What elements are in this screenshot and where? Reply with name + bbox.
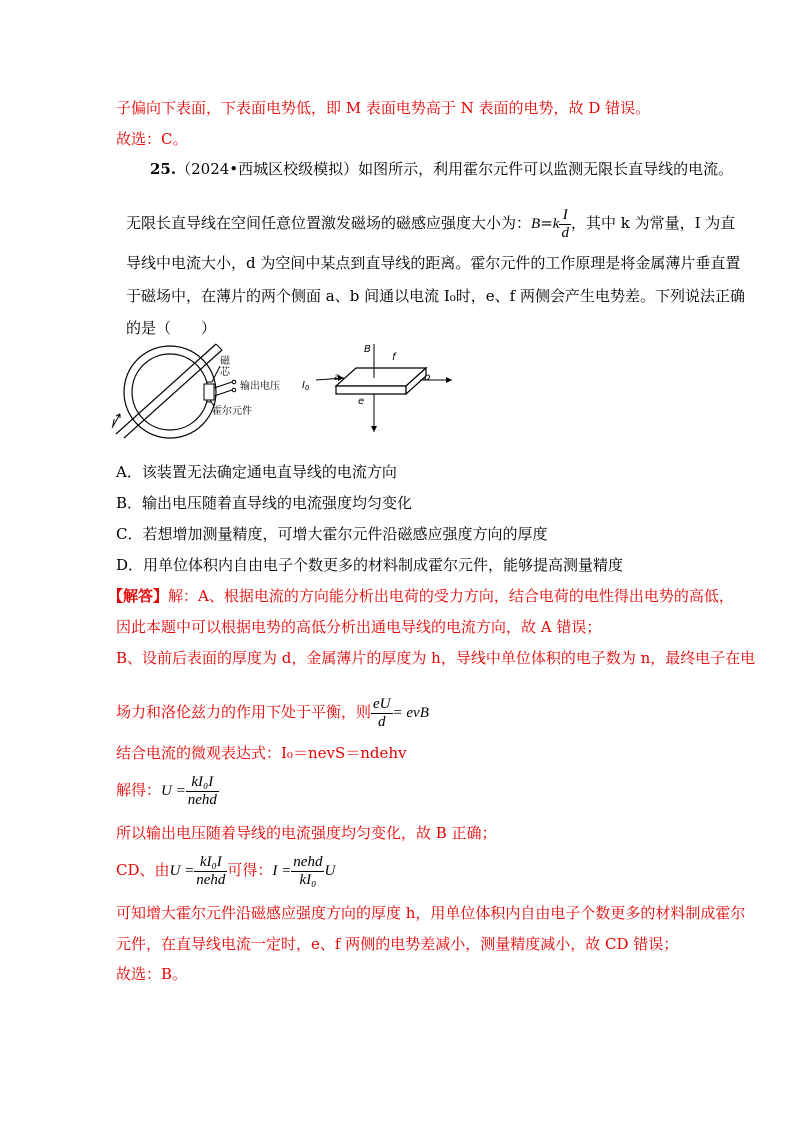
hall-element-label: 霍尔元件 bbox=[212, 406, 252, 417]
solution-line-5: 结合电流的微观表达式：I₀＝nevS＝ndehv bbox=[116, 744, 407, 762]
question-number: 25. bbox=[150, 160, 177, 178]
question-line-5: 的是（ ） bbox=[126, 319, 217, 337]
fraction-I: $\frac{\text{nehd}}{\text{kI₀}}$ bbox=[293, 853, 323, 888]
solution-line-2: 因此本题中可以根据电势的高低分析出通电导线的电流方向，故 A 错误； bbox=[116, 618, 602, 636]
fraction-I-over-d: $\frac{I}{d}$ bbox=[561, 206, 569, 241]
side-e-label: e bbox=[358, 396, 365, 407]
formula-B: B bbox=[531, 216, 541, 232]
solution-line-10: 元件，在直导线电流一定时，e、f 两侧的电势差减小，测量精度减小，故 CD 错误； bbox=[116, 935, 679, 953]
side-b-label: b bbox=[424, 372, 431, 383]
option-a: A．该装置无法确定通电直导线的电流方向 bbox=[116, 463, 397, 481]
solution-answer: 故选：B。 bbox=[116, 965, 188, 983]
question-line-3: 导线中电流大小，d 为空间中某点到直导线的距离。霍尔元件的工作原理是将金属薄片垂直置 bbox=[126, 254, 741, 272]
side-f-label: f bbox=[392, 352, 396, 363]
question-line-2: 无限长直导线在空间任意位置激发磁场的磁感应强度大小为：B=k $\frac{I}{d}$ ，其中 k 为常量，I 为直 bbox=[126, 206, 736, 241]
solution-line-7: 所以输出电压随着导线的电流强度均匀变化，故 B 正确； bbox=[116, 824, 497, 842]
current-label: I bbox=[112, 418, 115, 429]
solution-line-9: 可知增大霍尔元件沿磁感应强度方向的厚度 h，用单位体积内自由电子个数更多的材料制成霍尔 bbox=[116, 904, 746, 922]
hall-plate-figure bbox=[296, 342, 466, 442]
option-c: C．若想增加测量精度，可增大霍尔元件沿磁感应强度方向的厚度 bbox=[116, 525, 548, 543]
core-label-1: 磁 bbox=[220, 356, 230, 367]
prev-explanation: 子偏向下表面，下表面电势低，即 M 表面电势高于 N 表面的电势，故 D 错误。 bbox=[116, 99, 651, 117]
current-I0-label: $I_0$ bbox=[302, 380, 310, 392]
field-B-label: B bbox=[364, 344, 371, 355]
question-header bbox=[150, 159, 733, 179]
solution-tag: 【解答】 bbox=[108, 587, 169, 605]
option-d: D．用单位体积内自由电子个数更多的材料制成霍尔元件，能够提高测量精度 bbox=[116, 556, 624, 574]
solution-line-3: B、设前后表面的厚度为 d，金属薄片的厚度为 h，导线中单位体积的电子数为 n，最终电子在电 bbox=[116, 649, 756, 667]
core-label-2: 芯 bbox=[220, 367, 230, 378]
solution-line-8: CD、由U = $\frac{\text{kI₀I}}{\text{nehd}}$ 可得：I = $\frac{\text{nehd}}{\text{kI₀}}$ U bbox=[116, 853, 336, 888]
fraction-U-2: $\frac{\text{kI₀I}}{\text{nehd}}$ bbox=[196, 853, 226, 888]
option-b: B．输出电压随着直导线的电流强度均匀变化 bbox=[116, 494, 413, 512]
fraction-U: $\frac{\text{kI₀I}}{\text{nehd}}$ bbox=[187, 773, 217, 808]
output-voltage-label: 输出电压 bbox=[240, 381, 280, 392]
solution-line-6: 解得：U = $\frac{\text{kI₀I}}{\text{nehd}}$ bbox=[116, 773, 217, 808]
solution-line-1: 【解答】解：A、根据电流的方向能分析出电荷的受力方向，结合电荷的电性得出电势的高低， bbox=[108, 587, 734, 605]
fraction-eU-over-d: $\frac{eU}{d}$ bbox=[373, 695, 391, 730]
prev-answer: 故选：C。 bbox=[116, 130, 188, 148]
question-source: （2024•西城区校级模拟）如图所示，利用霍尔元件可以监测无限长直导线的电流。 bbox=[176, 160, 734, 178]
side-a-label: a bbox=[334, 372, 341, 383]
hall-sensor-figure bbox=[108, 342, 308, 442]
solution-line-4: 场力和洛伦兹力的作用下处于平衡，则 $\frac{eU}{d}$ = evB bbox=[116, 695, 429, 730]
question-line-4: 于磁场中，在薄片的两个侧面 a、b 间通以电流 I₀时，e、f 两侧会产生电势差。下列说法正确 bbox=[126, 287, 745, 305]
